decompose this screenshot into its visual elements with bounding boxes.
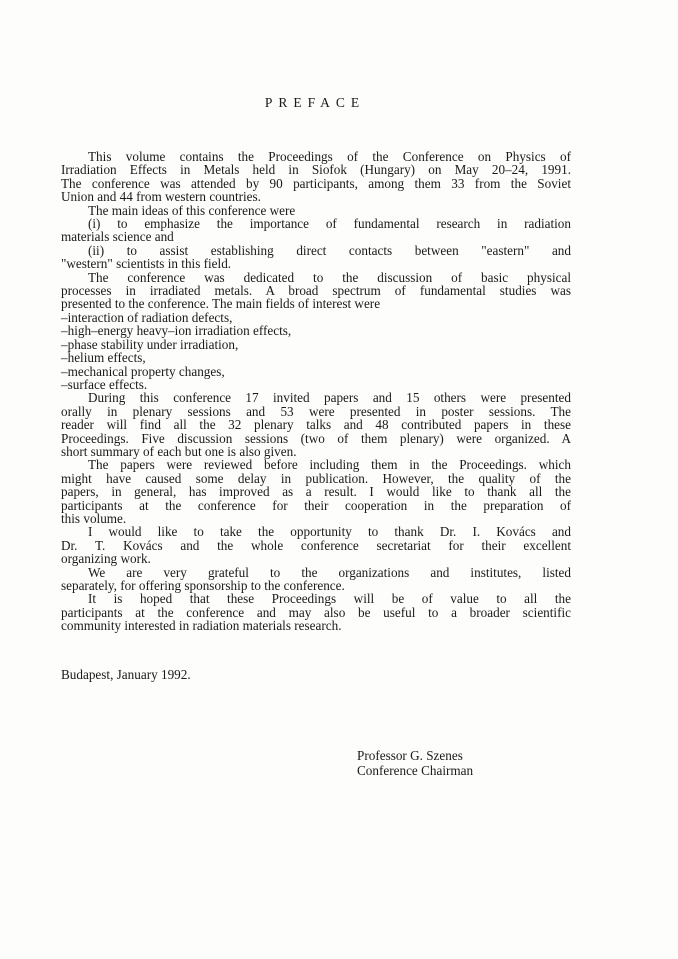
body-line: We are very grateful to the organizations and institutes, listed xyxy=(88,564,571,580)
body-line: Union and 44 from western countries. xyxy=(61,189,261,205)
body-line: presented to the conference. The main fields of interest were xyxy=(61,296,381,312)
body-line: –surface effects. xyxy=(61,376,148,392)
body-line: (i) to emphasize the importance of fundamental research in radiation xyxy=(88,216,571,232)
body-line: –high–energy heavy–ion irradiation effects, xyxy=(61,323,292,339)
body-line: processes in irradiated metals. A broad spectrum of fundamental studies was xyxy=(61,283,571,299)
body-line: I would like to take the opportunity to thank Dr. I. Kovács and xyxy=(88,524,571,540)
body-line: The conference was attended by 90 participants, among them 33 from the Soviet xyxy=(61,175,571,191)
signature-block xyxy=(357,749,473,778)
dateline: Budapest, January 1992. xyxy=(61,667,191,682)
body-line: –helium effects, xyxy=(61,350,146,366)
signature-role: Conference Chairman xyxy=(357,762,474,778)
body-line: It is hoped that these Proceedings will be of value to all the xyxy=(88,591,571,607)
body-line: Dr. T. Kovács and the whole conference secretariat for their excellent xyxy=(61,537,571,553)
body-line: During this conference 17 invited papers and 15 others were presented xyxy=(88,390,571,406)
body-line: separately, for offering sponsorship to the conference. xyxy=(61,578,345,593)
body-line: participants at the conference for their cooperation in the preparation of xyxy=(61,497,571,513)
body-line: The main ideas of this conference were xyxy=(88,202,296,218)
body-line: organizing work. xyxy=(61,551,151,567)
body-line: The conference was dedicated to the discussion of basic physical xyxy=(88,269,571,285)
body-line: papers, in general, has improved as a result. I would like to thank all the xyxy=(61,484,571,500)
body-line: participants at the conference and may also be useful to a broader scientific xyxy=(61,604,571,620)
body-line: This volume contains the Proceedings of the Conference on Physics of xyxy=(88,149,571,164)
body-line: The papers were reviewed before including them in the Proceedings. which xyxy=(88,457,571,473)
body-line: reader will find all the 32 plenary talks and 48 contributed papers in these xyxy=(61,417,571,433)
preface-body xyxy=(61,150,571,633)
body-line: might have caused some delay in publication. However, the quality of the xyxy=(61,470,571,486)
body-line: "western" scientists in this field. xyxy=(61,256,232,272)
body-line: Proceedings. Five discussion sessions (two of them plenary) were organized. A xyxy=(61,430,571,446)
body-line: orally in plenary sessions and 53 were presented in poster sessions. The xyxy=(61,403,571,419)
body-line: this volume. xyxy=(61,510,127,526)
page-title: PREFACE xyxy=(264,95,366,110)
signature-name: Professor G. Szenes xyxy=(357,748,463,763)
body-line: –interaction of radiation defects, xyxy=(61,309,233,325)
body-line: community interested in radiation materials research. xyxy=(61,618,342,634)
body-line: –mechanical property changes, xyxy=(61,363,225,379)
body-line: short summary of each but one is also given. xyxy=(61,443,297,459)
body-line: Irradiation Effects in Metals held in Siofok (Hungary) on May 20–24, 1991. xyxy=(61,162,571,178)
body-line: (ii) to assist establishing direct contacts between "eastern" and xyxy=(88,242,571,258)
body-line: –phase stability under irradiation, xyxy=(61,336,239,352)
body-line: materials science and xyxy=(61,229,174,245)
